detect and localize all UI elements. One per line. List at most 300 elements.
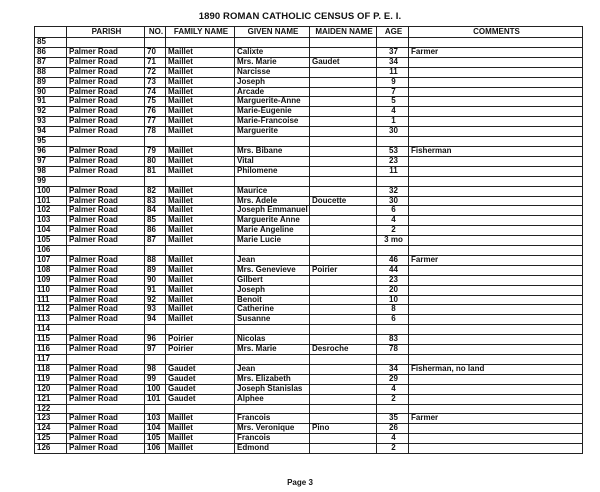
maiden-name-cell bbox=[310, 206, 377, 216]
given-name-cell: Maurice bbox=[235, 186, 310, 196]
given-name-cell: Mrs. Genevieve bbox=[235, 265, 310, 275]
family-name-cell: Maillet bbox=[166, 77, 235, 87]
comments-cell bbox=[409, 345, 583, 355]
given-name-cell: Joseph Emmanuel bbox=[235, 206, 310, 216]
age-cell: 11 bbox=[377, 166, 409, 176]
row-number-cell: 93 bbox=[35, 117, 67, 127]
row-number-cell: 121 bbox=[35, 394, 67, 404]
given-name-cell: Mrs. Marie bbox=[235, 57, 310, 67]
number-cell: 101 bbox=[145, 394, 166, 404]
number-cell: 81 bbox=[145, 166, 166, 176]
table-row bbox=[35, 335, 583, 345]
table-row bbox=[35, 87, 583, 97]
maiden-name-cell bbox=[310, 394, 377, 404]
maiden-name-cell bbox=[310, 315, 377, 325]
number-cell: 84 bbox=[145, 206, 166, 216]
comments-cell bbox=[409, 315, 583, 325]
row-number-cell: 106 bbox=[35, 246, 67, 256]
row-number-cell: 111 bbox=[35, 295, 67, 305]
row-number-cell: 109 bbox=[35, 275, 67, 285]
parish-cell: Palmer Road bbox=[67, 166, 145, 176]
number-cell: 73 bbox=[145, 77, 166, 87]
row-number-cell: 105 bbox=[35, 236, 67, 246]
maiden-name-cell bbox=[310, 146, 377, 156]
age-cell: 26 bbox=[377, 424, 409, 434]
family-name-cell: Maillet bbox=[166, 434, 235, 444]
number-cell: 75 bbox=[145, 97, 166, 107]
column-header-no: NO. bbox=[145, 27, 166, 38]
number-cell: 90 bbox=[145, 275, 166, 285]
given-name-cell bbox=[235, 355, 310, 365]
table-row bbox=[35, 255, 583, 265]
number-cell: 94 bbox=[145, 315, 166, 325]
family-name-cell: Maillet bbox=[166, 97, 235, 107]
maiden-name-cell bbox=[310, 186, 377, 196]
comments-cell bbox=[409, 206, 583, 216]
comments-cell bbox=[409, 265, 583, 275]
age-cell bbox=[377, 246, 409, 256]
row-number-cell: 117 bbox=[35, 355, 67, 365]
number-cell bbox=[145, 38, 166, 48]
given-name-cell: Susanne bbox=[235, 315, 310, 325]
family-name-cell: Gaudet bbox=[166, 374, 235, 384]
number-cell: 79 bbox=[145, 146, 166, 156]
given-name-cell: Marie Angeline bbox=[235, 226, 310, 236]
row-number-cell: 89 bbox=[35, 77, 67, 87]
parish-cell bbox=[67, 38, 145, 48]
given-name-cell: Marie Lucie bbox=[235, 236, 310, 246]
maiden-name-cell bbox=[310, 38, 377, 48]
family-name-cell: Maillet bbox=[166, 117, 235, 127]
comments-cell bbox=[409, 404, 583, 414]
maiden-name-cell: Gaudet bbox=[310, 57, 377, 67]
family-name-cell: Maillet bbox=[166, 127, 235, 137]
family-name-cell: Maillet bbox=[166, 275, 235, 285]
given-name-cell: Jean bbox=[235, 364, 310, 374]
maiden-name-cell bbox=[310, 107, 377, 117]
family-name-cell: Maillet bbox=[166, 315, 235, 325]
maiden-name-cell bbox=[310, 246, 377, 256]
parish-cell: Palmer Road bbox=[67, 226, 145, 236]
table-row bbox=[35, 394, 583, 404]
parish-cell: Palmer Road bbox=[67, 434, 145, 444]
parish-cell: Palmer Road bbox=[67, 384, 145, 394]
table-row bbox=[35, 424, 583, 434]
table-row bbox=[35, 345, 583, 355]
table-row bbox=[35, 47, 583, 57]
parish-cell: Palmer Road bbox=[67, 77, 145, 87]
age-cell: 32 bbox=[377, 186, 409, 196]
row-number-cell: 94 bbox=[35, 127, 67, 137]
row-number-cell: 99 bbox=[35, 176, 67, 186]
family-name-cell bbox=[166, 137, 235, 147]
row-number-cell: 97 bbox=[35, 156, 67, 166]
given-name-cell: Mrs. Bibane bbox=[235, 146, 310, 156]
age-cell: 30 bbox=[377, 127, 409, 137]
row-number-cell: 90 bbox=[35, 87, 67, 97]
maiden-name-cell bbox=[310, 236, 377, 246]
age-cell bbox=[377, 325, 409, 335]
family-name-cell: Maillet bbox=[166, 57, 235, 67]
row-number-cell: 115 bbox=[35, 335, 67, 345]
parish-cell: Palmer Road bbox=[67, 236, 145, 246]
age-cell: 4 bbox=[377, 216, 409, 226]
table-row bbox=[35, 275, 583, 285]
row-number-cell: 86 bbox=[35, 47, 67, 57]
comments-cell bbox=[409, 107, 583, 117]
number-cell: 87 bbox=[145, 236, 166, 246]
parish-cell: Palmer Road bbox=[67, 196, 145, 206]
family-name-cell bbox=[166, 38, 235, 48]
family-name-cell: Maillet bbox=[166, 206, 235, 216]
comments-cell bbox=[409, 384, 583, 394]
table-row bbox=[35, 295, 583, 305]
given-name-cell: Francois bbox=[235, 414, 310, 424]
maiden-name-cell bbox=[310, 255, 377, 265]
parish-cell bbox=[67, 137, 145, 147]
age-cell: 1 bbox=[377, 117, 409, 127]
number-cell: 98 bbox=[145, 364, 166, 374]
parish-cell: Palmer Road bbox=[67, 97, 145, 107]
given-name-cell: Gilbert bbox=[235, 275, 310, 285]
given-name-cell: Mrs. Veronique bbox=[235, 424, 310, 434]
parish-cell: Palmer Road bbox=[67, 156, 145, 166]
age-cell: 2 bbox=[377, 394, 409, 404]
table-row bbox=[35, 166, 583, 176]
family-name-cell bbox=[166, 404, 235, 414]
table-row bbox=[35, 404, 583, 414]
parish-cell bbox=[67, 325, 145, 335]
number-cell: 97 bbox=[145, 345, 166, 355]
given-name-cell: Calixte bbox=[235, 47, 310, 57]
row-number-cell: 113 bbox=[35, 315, 67, 325]
comments-cell: Farmer bbox=[409, 255, 583, 265]
number-cell: 105 bbox=[145, 434, 166, 444]
row-number-cell: 125 bbox=[35, 434, 67, 444]
comments-cell bbox=[409, 38, 583, 48]
parish-cell: Palmer Road bbox=[67, 285, 145, 295]
number-cell: 92 bbox=[145, 295, 166, 305]
family-name-cell: Maillet bbox=[166, 87, 235, 97]
comments-cell bbox=[409, 374, 583, 384]
table-row bbox=[35, 77, 583, 87]
maiden-name-cell bbox=[310, 364, 377, 374]
table-row bbox=[35, 146, 583, 156]
row-number-cell: 88 bbox=[35, 67, 67, 77]
table-row bbox=[35, 355, 583, 365]
row-number-cell: 103 bbox=[35, 216, 67, 226]
given-name-cell: Alphee bbox=[235, 394, 310, 404]
given-name-cell: Edmond bbox=[235, 444, 310, 454]
row-number-cell: 104 bbox=[35, 226, 67, 236]
family-name-cell: Maillet bbox=[166, 216, 235, 226]
parish-cell: Palmer Road bbox=[67, 295, 145, 305]
age-cell: 8 bbox=[377, 305, 409, 315]
parish-cell: Palmer Road bbox=[67, 47, 145, 57]
given-name-cell: Joseph Stanislas bbox=[235, 384, 310, 394]
age-cell: 4 bbox=[377, 384, 409, 394]
parish-cell: Palmer Road bbox=[67, 186, 145, 196]
family-name-cell: Maillet bbox=[166, 265, 235, 275]
number-cell: 80 bbox=[145, 156, 166, 166]
number-cell bbox=[145, 137, 166, 147]
table-row bbox=[35, 384, 583, 394]
given-name-cell: Benoit bbox=[235, 295, 310, 305]
parish-cell: Palmer Road bbox=[67, 364, 145, 374]
comments-cell: Farmer bbox=[409, 414, 583, 424]
number-cell: 74 bbox=[145, 87, 166, 97]
given-name-cell bbox=[235, 176, 310, 186]
row-number-cell: 112 bbox=[35, 305, 67, 315]
age-cell bbox=[377, 38, 409, 48]
parish-cell: Palmer Road bbox=[67, 394, 145, 404]
age-cell: 23 bbox=[377, 275, 409, 285]
family-name-cell: Maillet bbox=[166, 107, 235, 117]
comments-cell bbox=[409, 275, 583, 285]
family-name-cell: Poirier bbox=[166, 335, 235, 345]
age-cell: 30 bbox=[377, 196, 409, 206]
maiden-name-cell bbox=[310, 434, 377, 444]
parish-cell: Palmer Road bbox=[67, 265, 145, 275]
comments-cell bbox=[409, 87, 583, 97]
family-name-cell: Maillet bbox=[166, 414, 235, 424]
table-row bbox=[35, 107, 583, 117]
comments-cell bbox=[409, 196, 583, 206]
age-cell bbox=[377, 176, 409, 186]
number-cell: 100 bbox=[145, 384, 166, 394]
parish-cell: Palmer Road bbox=[67, 117, 145, 127]
family-name-cell: Maillet bbox=[166, 186, 235, 196]
number-cell: 82 bbox=[145, 186, 166, 196]
age-cell: 34 bbox=[377, 364, 409, 374]
column-header-comments: COMMENTS bbox=[409, 27, 583, 38]
comments-cell bbox=[409, 295, 583, 305]
column-header-parish: PARISH bbox=[67, 27, 145, 38]
maiden-name-cell bbox=[310, 285, 377, 295]
row-number-cell: 116 bbox=[35, 345, 67, 355]
number-cell bbox=[145, 355, 166, 365]
given-name-cell: Philomene bbox=[235, 166, 310, 176]
row-number-cell: 100 bbox=[35, 186, 67, 196]
number-cell: 99 bbox=[145, 374, 166, 384]
number-cell bbox=[145, 246, 166, 256]
age-cell: 9 bbox=[377, 77, 409, 87]
table-row bbox=[35, 38, 583, 48]
parish-cell: Palmer Road bbox=[67, 146, 145, 156]
row-number-cell: 87 bbox=[35, 57, 67, 67]
table-row bbox=[35, 216, 583, 226]
family-name-cell: Maillet bbox=[166, 305, 235, 315]
comments-cell bbox=[409, 394, 583, 404]
maiden-name-cell bbox=[310, 355, 377, 365]
header-row bbox=[35, 27, 583, 38]
family-name-cell bbox=[166, 176, 235, 186]
table-row bbox=[35, 444, 583, 454]
age-cell: 35 bbox=[377, 414, 409, 424]
census-body bbox=[35, 38, 583, 454]
table-row bbox=[35, 186, 583, 196]
comments-cell bbox=[409, 216, 583, 226]
age-cell: 20 bbox=[377, 285, 409, 295]
page-number: Page 3 bbox=[287, 478, 313, 487]
maiden-name-cell bbox=[310, 77, 377, 87]
table-row bbox=[35, 364, 583, 374]
comments-cell bbox=[409, 434, 583, 444]
table-row bbox=[35, 226, 583, 236]
comments-cell bbox=[409, 424, 583, 434]
table-row bbox=[35, 315, 583, 325]
maiden-name-cell bbox=[310, 295, 377, 305]
maiden-name-cell bbox=[310, 47, 377, 57]
row-number-cell: 91 bbox=[35, 97, 67, 107]
row-number-cell: 110 bbox=[35, 285, 67, 295]
number-cell: 103 bbox=[145, 414, 166, 424]
maiden-name-cell bbox=[310, 176, 377, 186]
row-number-cell: 107 bbox=[35, 255, 67, 265]
maiden-name-cell: Doucette bbox=[310, 196, 377, 206]
given-name-cell: Arcade bbox=[235, 87, 310, 97]
comments-cell bbox=[409, 186, 583, 196]
family-name-cell: Maillet bbox=[166, 424, 235, 434]
parish-cell: Palmer Road bbox=[67, 315, 145, 325]
comments-cell bbox=[409, 117, 583, 127]
given-name-cell: Jean bbox=[235, 255, 310, 265]
row-number-cell: 108 bbox=[35, 265, 67, 275]
family-name-cell: Maillet bbox=[166, 285, 235, 295]
age-cell: 5 bbox=[377, 97, 409, 107]
age-cell: 37 bbox=[377, 47, 409, 57]
row-number-cell: 124 bbox=[35, 424, 67, 434]
census-table bbox=[34, 26, 583, 454]
parish-cell: Palmer Road bbox=[67, 444, 145, 454]
row-number-cell: 123 bbox=[35, 414, 67, 424]
age-cell: 11 bbox=[377, 67, 409, 77]
parish-cell: Palmer Road bbox=[67, 57, 145, 67]
comments-cell bbox=[409, 57, 583, 67]
age-cell: 2 bbox=[377, 226, 409, 236]
age-cell: 23 bbox=[377, 156, 409, 166]
age-cell: 53 bbox=[377, 146, 409, 156]
given-name-cell bbox=[235, 404, 310, 414]
age-cell: 2 bbox=[377, 444, 409, 454]
comments-cell bbox=[409, 166, 583, 176]
maiden-name-cell bbox=[310, 216, 377, 226]
maiden-name-cell bbox=[310, 335, 377, 345]
age-cell: 44 bbox=[377, 265, 409, 275]
comments-cell bbox=[409, 325, 583, 335]
comments-cell bbox=[409, 444, 583, 454]
family-name-cell: Maillet bbox=[166, 166, 235, 176]
table-row bbox=[35, 246, 583, 256]
parish-cell bbox=[67, 246, 145, 256]
age-cell: 3 mo bbox=[377, 236, 409, 246]
given-name-cell: Francois bbox=[235, 434, 310, 444]
table-row bbox=[35, 117, 583, 127]
parish-cell bbox=[67, 355, 145, 365]
comments-cell bbox=[409, 97, 583, 107]
number-cell: 91 bbox=[145, 285, 166, 295]
number-cell bbox=[145, 325, 166, 335]
age-cell bbox=[377, 137, 409, 147]
maiden-name-cell bbox=[310, 156, 377, 166]
row-number-cell: 96 bbox=[35, 146, 67, 156]
given-name-cell: Marguerite bbox=[235, 127, 310, 137]
table-row bbox=[35, 206, 583, 216]
age-cell: 83 bbox=[377, 335, 409, 345]
family-name-cell: Maillet bbox=[166, 226, 235, 236]
parish-cell: Palmer Road bbox=[67, 67, 145, 77]
family-name-cell: Maillet bbox=[166, 47, 235, 57]
comments-cell bbox=[409, 176, 583, 186]
family-name-cell: Poirier bbox=[166, 345, 235, 355]
maiden-name-cell: Desroche bbox=[310, 345, 377, 355]
given-name-cell: Joseph bbox=[235, 285, 310, 295]
given-name-cell bbox=[235, 325, 310, 335]
maiden-name-cell bbox=[310, 384, 377, 394]
row-number-cell: 92 bbox=[35, 107, 67, 117]
comments-cell bbox=[409, 67, 583, 77]
number-cell: 86 bbox=[145, 226, 166, 236]
column-header-row-number bbox=[35, 27, 67, 38]
table-row bbox=[35, 176, 583, 186]
row-number-cell: 118 bbox=[35, 364, 67, 374]
column-header-family-name: FAMILY NAME bbox=[166, 27, 235, 38]
maiden-name-cell bbox=[310, 117, 377, 127]
number-cell: 88 bbox=[145, 255, 166, 265]
given-name-cell: Marie-Eugenie bbox=[235, 107, 310, 117]
comments-cell bbox=[409, 236, 583, 246]
age-cell: 4 bbox=[377, 434, 409, 444]
parish-cell: Palmer Road bbox=[67, 345, 145, 355]
table-row bbox=[35, 285, 583, 295]
number-cell bbox=[145, 404, 166, 414]
comments-cell bbox=[409, 335, 583, 345]
age-cell: 6 bbox=[377, 315, 409, 325]
number-cell: 77 bbox=[145, 117, 166, 127]
family-name-cell: Gaudet bbox=[166, 394, 235, 404]
parish-cell: Palmer Road bbox=[67, 216, 145, 226]
age-cell: 10 bbox=[377, 295, 409, 305]
row-number-cell: 114 bbox=[35, 325, 67, 335]
table-row bbox=[35, 265, 583, 275]
parish-cell bbox=[67, 404, 145, 414]
comments-cell bbox=[409, 355, 583, 365]
given-name-cell: Joseph bbox=[235, 77, 310, 87]
given-name-cell: Marguerite Anne bbox=[235, 216, 310, 226]
table-row bbox=[35, 127, 583, 137]
family-name-cell: Maillet bbox=[166, 295, 235, 305]
table-row bbox=[35, 236, 583, 246]
table-row bbox=[35, 137, 583, 147]
maiden-name-cell bbox=[310, 444, 377, 454]
parish-cell: Palmer Road bbox=[67, 374, 145, 384]
table-row bbox=[35, 434, 583, 444]
family-name-cell: Maillet bbox=[166, 255, 235, 265]
maiden-name-cell bbox=[310, 97, 377, 107]
maiden-name-cell bbox=[310, 275, 377, 285]
given-name-cell: Nicolas bbox=[235, 335, 310, 345]
maiden-name-cell bbox=[310, 404, 377, 414]
given-name-cell: Narcisse bbox=[235, 67, 310, 77]
age-cell bbox=[377, 355, 409, 365]
comments-cell bbox=[409, 246, 583, 256]
maiden-name-cell bbox=[310, 166, 377, 176]
comments-cell bbox=[409, 285, 583, 295]
maiden-name-cell bbox=[310, 325, 377, 335]
age-cell bbox=[377, 404, 409, 414]
given-name-cell bbox=[235, 38, 310, 48]
given-name-cell bbox=[235, 246, 310, 256]
